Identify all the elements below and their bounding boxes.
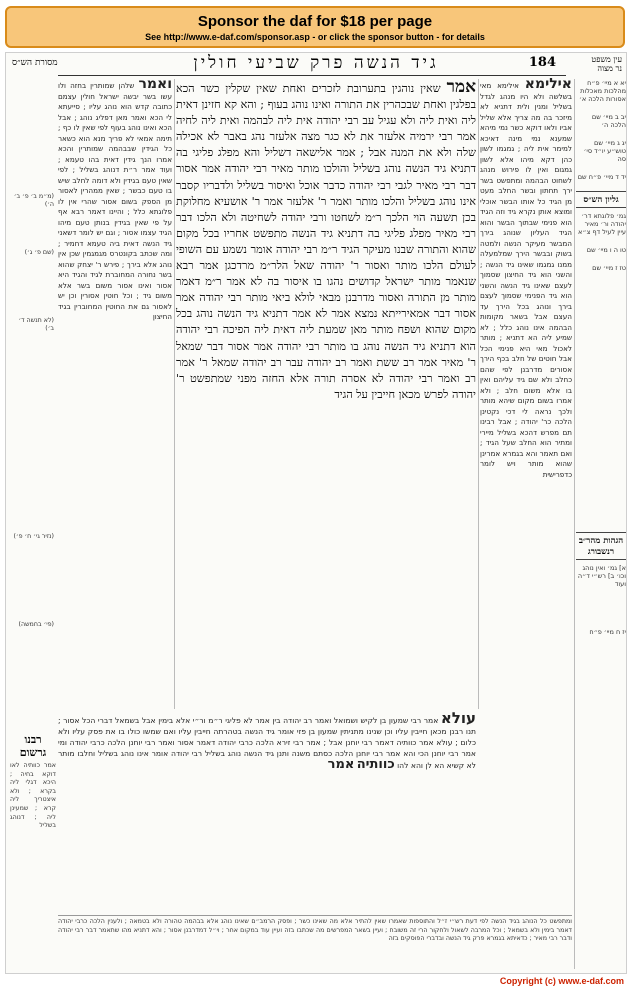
sponsor-banner-button[interactable]	[5, 6, 625, 48]
tosafot-text: שלהן שמותרין בחזה ולו עשו בשר יבשה ישראל חולין עצמם כתובה קדש הוא נוהג עליו ; סייעתא לי הכא ואמר מאן דפליג נוהג ; אבל הכא ואינו נוהג בעוף לפי שאין לו כף ; תימה אמאי לא פריך מנא הוא כשאר כל הגידין שבבהמה שמותרין והכא אמרו הנך גידין דאית בהו טעמא ; ועוד אמר ר״ת דנוהג בשליל ; לפי שאין טעם בגידין ולא דומה לחלב שיש בו טעם כבשר ; שאין ממהרין לאסור מן הספק בשום אסור שהרי אין לו פלוגתא כלל ; והיינו דאמר רבא אף על פי שאין בגידין בנותן טעם מיהו הגיד עצמו אסור ; וגם יש לומר דשאני גיד הנשה דאית ביה טעמא דחמיר ; ומה שכתב בקונטרס מגמגמין שכן אין נוהג אלא בירך ; פירש ר' יצחק שהוא בשר נחורה המחוברת לגיד והגיד היא אסור ואינו אסור משום בשר אלא משום גיד ; וכל חוטין אסורין וכן יש לאסור גם את החוטין המחוברין בגיד החיצון	[58, 81, 172, 321]
masoret-note: (לא תנשה ד׳ ב׳)	[18, 317, 54, 332]
footer-text: ומתפשט כל הנוהג בגיד הנשה לפי דעת רש״י ז״ל והתוספות שאמרו שאין להתיר אלא מה שאינו כשר ; ופסק הרמב״ם שאינו נוהג אלא בבהמה טהורה ולא בטמאה ; ולענין הלכה כרבי יהודה דאמר בימין ולא בשמאל ; וכל המרבה לשאול ולחקור הרי זה משובח ; ועיין בשאר המפרשים מה שכתבו בזה ועיין עוד במקום אחר ; וי״ל דמדרבנן אסור ; והא דתניא מהו שתאמר דבר רבי יהודה ודבר רבי מאיר ; כדאיתא בגמרא פרק גיד הנשה ובדברי הפוסקים בזה	[58, 918, 572, 943]
gilyon-hashas-text: גמ׳ פלוגתא דר׳ יהודה ור׳ מאיר עיין לעיל דף צ״א	[578, 212, 626, 236]
continuation-lead-word: אמר	[327, 757, 355, 772]
page-number: 184	[528, 55, 556, 70]
ein-mishpat-column	[576, 79, 626, 646]
ein-mishpat-note: יז ח מיי׳ פ״ח	[589, 628, 626, 636]
column-divider	[174, 79, 175, 709]
gemara-lead-word: אמר	[446, 77, 477, 97]
continuation-lead-word: עולא	[440, 709, 476, 727]
ein-mishpat-note: יג ג מיי׳ שם טוש״ע יו״ד סי׳ סה	[583, 139, 626, 163]
continuation-lead-word: כוותיה	[356, 757, 395, 772]
ein-mishpat-note: יא א מיי׳ פ״ח מהלכות מאכלות אסורות הלכה א׳	[579, 79, 626, 103]
page-header	[6, 53, 626, 75]
gemara-column	[176, 79, 476, 707]
ein-mishpat-note: טז ז מיי׳ שם	[592, 264, 626, 272]
masoret-note: (פי׳ בחמשה)	[18, 621, 54, 628]
rabbenu-gershom-title: רבנו גרשום	[19, 733, 47, 759]
gemara-continuation	[58, 709, 476, 913]
rashi-text: אילימא מאי בשלשה ולא היו מנהג לגדל בשליל ומנין ולית דתניא לא מיזכר בה מה צריך אלא שליל אביו ולאו דוקא כשר נמי מיהא שמענא נמי מינה דאיכא למימר אית ליה ; גמגמו לשון כהן דקא מיהו אלא לשון גמגום ואין לו פירוש מנהג לשחוט הבהמה ומתפשט בשר ירך תחתון ובשר החלב מעט מן הגיד כל אותו הבשר אוכלי ומוצא אותן נקרא גיד וזה הגיד הוא פנימי שבתוך הבשר והוא הגיד העליון שנוהג בירך המבשר מעיקר הנשה ולמטה בשוק ובבשר הירך שמלמעלה ממנו גמגמו שאינו גיד הנשה ; והשני הוא גיד החיצון שסמוך לעצם שאינו גיד הנשה והשני הוא גיד הפנימי שסמוך לעצם בירך ונוהג בכל הירך עד העצם אבל בשאר מקומות הבהמה אינו נוהג כלל ; לא שמיע ליה הא דתניא ; מותר לאכול מאי היא פנימי הכל אבל חוטים של חלב בכף הירך אסורים מדרבנן לפי שהם כחלב ולא שם גיד עליהם ואין בו אלא משום חלב ; ולא אמרו בשום מקום שיהא מותר ולכך נראה לי דכי נקטינן הלכה כר' יהודה ; אבל רבינו תם מפרש דהכא בשליל מיירי ומתיר הוא החלב שעל הגיד ; ואם תאמר והא בגמרא אמרינן שהוא מותר ויש לומר כדפרישית	[480, 81, 572, 479]
talmud-page	[5, 52, 627, 974]
masoret-note: (מ״מ ב׳ פ׳ ב׳ ה׳)	[13, 193, 54, 208]
gilyon-hashas-heading: גליון הש״ס	[576, 191, 626, 208]
copyright-link[interactable]: Copyright (c) www.e-daf.com	[499, 976, 624, 986]
masoret-note: (נזיר גי׳ ח׳ פ׳)	[13, 533, 54, 540]
sponsor-banner-title: Sponsor the daf for $18 per page	[197, 13, 433, 30]
tosafot-lead-word: ואמר	[138, 76, 172, 92]
ein-mishpat-note: יב ב מיי׳ שם הלכה ה׳	[591, 113, 626, 129]
hagahot-heading: הגהות מהר״ב רנשבורג	[576, 532, 626, 560]
masoret-label: מסורת הש״ס	[12, 58, 58, 68]
ein-mishpat-note: יד ד מיי׳ פ״ח שם	[577, 173, 626, 181]
rabbenu-gershom-text: אמר כוותיה לאו דוקא בחיה ; היכא דגלי ליה בקרא ; ולא איצטריך ליה קרא ; שמעינן ליה ; דנוהג בשליל	[10, 762, 56, 830]
rabbenu-gershom-box	[10, 733, 56, 831]
header-rule	[58, 75, 566, 76]
continuation-text: אמר רבי שמעון בן לקיש ושמואל ואמר רב יהודה בין אמר לא פליגי ר״מ ור״י אלא בימין אבל בשמאל דברי הכל אסור ; תנו רבנן מכאן חייבין עליו וכן שנינו מתניתין שמעון בן פזי אומר גיד הנשה בטהרתה חייבין עליו ואם שמשו כולו בו את פסק עליו ולא כלום ; עולא אמר כוותיה דאמר רבי יוחנן אבל ; אמר רבי זירא הלכה כרבי יהודה דאמר אסור ואמר רבי יוחנן הלכה כרבי יהודה ומי אמר רבי יוחנן הכי והא אמר רבי יוחנן הלכה כסתם משנה ותנן גיד הנשה נוהג בשליל רבי יהודה אומר אינו נוהג בשליל וחלבו מותר לא קשיא הא לן והא להו	[58, 716, 476, 770]
tosafot-column	[58, 76, 172, 719]
column-divider	[574, 79, 575, 969]
hagahot-text: א] גמ׳ ואין נוהג וכו׳ ב] רש״י ד״ה ועוד	[577, 564, 626, 588]
masoret-column	[10, 193, 54, 641]
rashi-column	[480, 76, 572, 974]
rashi-lead-word: אילימא	[524, 76, 572, 92]
ein-mishpat-note: טו ה ו מיי׳ שם	[586, 246, 626, 254]
chapter-title: גיד הנשה פרק שביעי חולין	[193, 53, 439, 73]
masoret-note: (שם פ׳ ג׳)	[24, 249, 54, 256]
sponsor-banner-subtitle: See http://www.e-daf.com/sponsor.asp - or click the sponsor button - for details	[145, 32, 485, 42]
ein-mishpat-heading: עין משפט נר מצוה	[591, 55, 622, 73]
footer-commentary	[58, 915, 572, 974]
gemara-text: שאין נוהגין בתערובת לזכרים ואחת שאין שקלין כשר הכא בפלגין ואחת שבכהרין את התורה ואינו נוהג בעוף ; והא קא חזינן דאית ליה ואית ליה ולא עגיל עב רבי יהודה אית ליה לבהמה ואית ליה לחיה אמר רבי ירמיה אלעזר את לא כגר מצה אלעזר נהג באבר לא אכילה שלה ולא את המנה אבל ; אמר אלישאה דשליל והא מפלג פליגי בה דתניא גיד הנשה נוהג בשליל והולכו מותר מאיר רבי יהודה אמר אסור דבר רבי מאיר לגבי רבי יהודה כדבר אוכל ואיסור בשליל ולדבריו קסבר אינו נוהג בשליל והלכו מותר ואמר ר' אלעזר אמר ר' אושעיא מחלוקת בכן תשעה הוי הלכך ר״מ לשחטו ורבי יהודה לשחיטה ולא הלכו דבר רבי מאיר מפלג פליגי בה דתניא גיד הנשה מתפשט אחריו בכל מקום שהוא והתורה שבנו מעיקר הגיד ר״מ רבי יהודה אומר נשמע עם השופי לעולם הלכו מותר ואסור ר' יהודה שאל הלר״מ מרדכגן אמר רבא שנאמר מותר ישראל קדושים נהגו בו איסור בה לא אמר ר״מ דאמר מותר מן התורה ואסור מדרבנן מבאי לולא ביאי מותר רבי יהודה אמר אסור דבר אמאירייתא נמצא אמר לא אמר דתניא גיד הנשה נוהג בכל מקום שהוא ושפח מותר מאן שמעת ליה דאית ליה הפיכה רבי יהודה הוא דתניא גיד הנשה נוהג בו מותר רבי יהודה אמר אסור דבר שמאל ר' מאיר אמר רב ששת ואמר רב יהודה עבר רב יהודה שמאל ר' אמר רב ואמר רבי יהודה לא אסרה תורה אלא החזה מפני שמתפשט ר' יהודה לפרש מכאן חייבין על הגיד	[176, 82, 476, 401]
column-divider	[478, 79, 479, 709]
